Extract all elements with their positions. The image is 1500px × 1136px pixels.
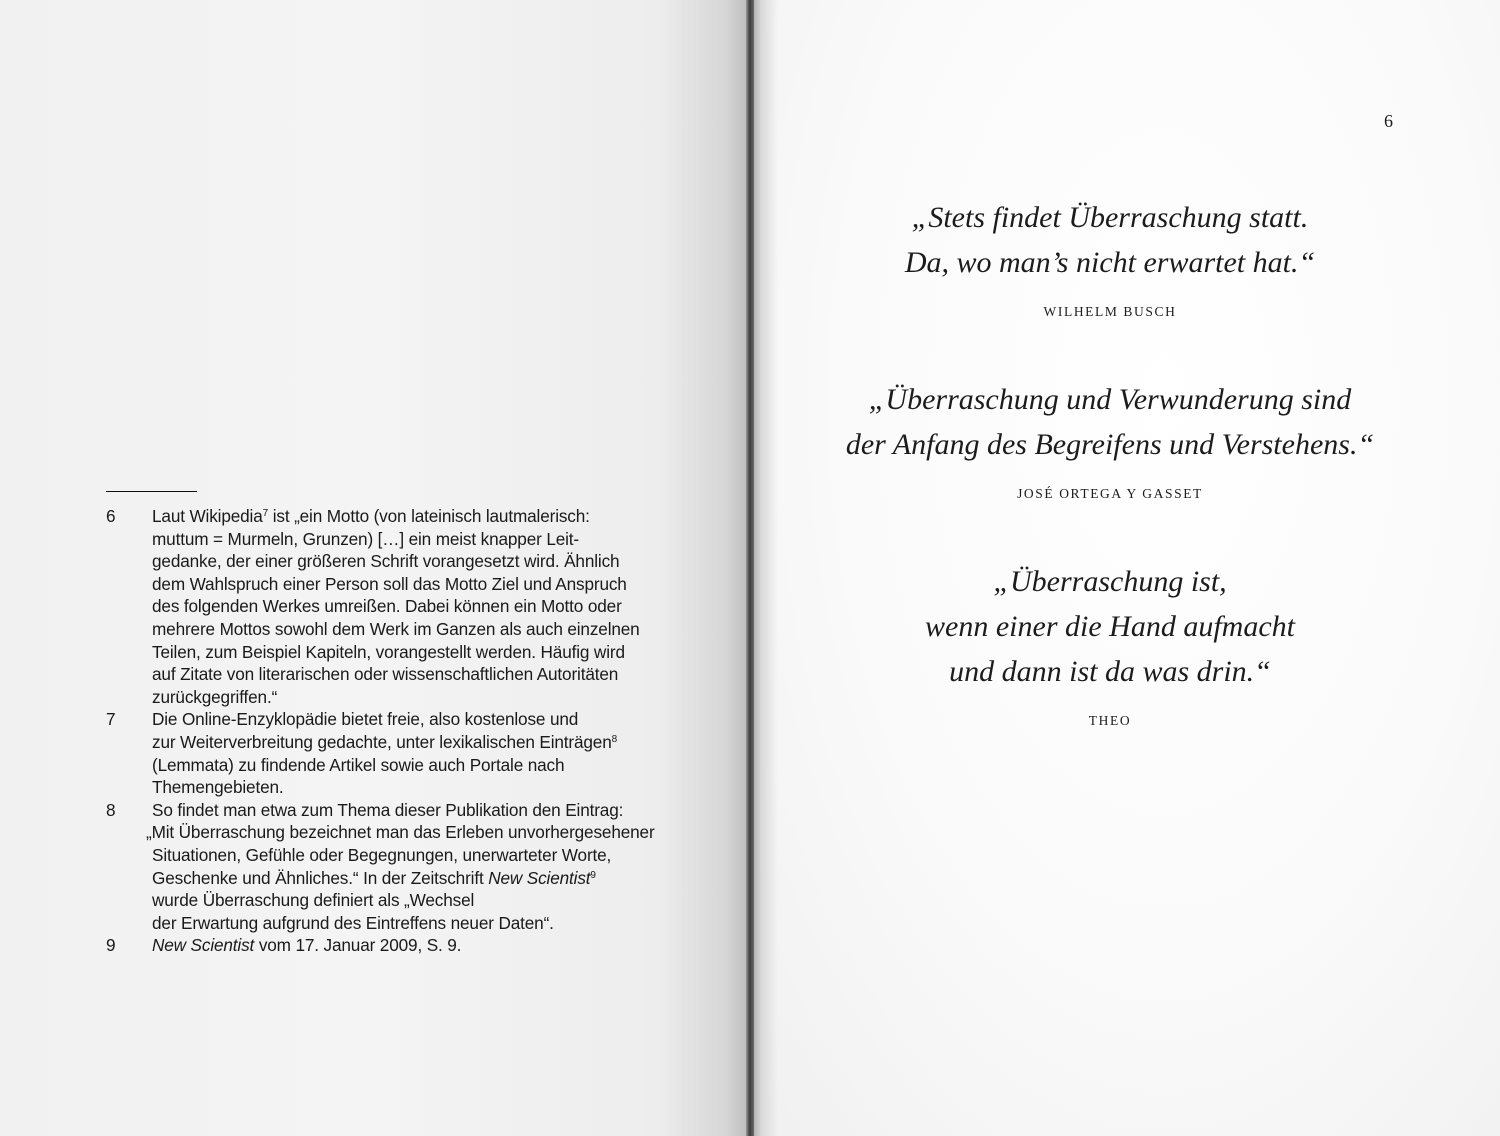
footnote-number: 7 [106, 709, 116, 730]
footnote-line: „Mit Überraschung bezeichnet man das Erleben unvorhergesehener [146, 822, 655, 843]
footnote-line: zur Weiterverbreitung gedachte, unter lexikalischen Einträgen$^8$ [152, 731, 618, 752]
footnote-line: der Erwartung aufgrund des Eintreffens neuer Daten“. [152, 912, 554, 933]
footnote-line: Geschenke und Ähnliches.“ In der Zeitschrift New Scientist$^9$ [152, 867, 596, 888]
quote-ortega [752, 377, 1468, 467]
footnote-line: Situationen, Gefühle oder Begegnungen, unerwarteter Worte, [152, 844, 612, 865]
footnote-line: wurde Überraschung definiert als „Wechsel [152, 890, 475, 911]
quote-line: Da, wo man’s nicht erwartet hat.“ [904, 246, 1316, 279]
footnote-line: Teilen, zum Beispiel Kapiteln, vorangestellt werden. Häufig wird [152, 641, 625, 662]
footnote-line: des folgenden Werkes umreißen. Dabei können ein Motto oder [152, 596, 622, 617]
footnotes [106, 505, 706, 957]
footnote-line: mehrere Mottos sowohl dem Werk im Ganzen als auch einzelnen [152, 618, 640, 639]
page-number: 6 [1384, 111, 1393, 131]
quote-line: „Stets findet Überraschung statt. [911, 201, 1309, 234]
footnote-6 [106, 505, 706, 708]
publication-title: New Scientist [152, 935, 255, 956]
footnote-number: 8 [106, 799, 116, 820]
quote-line: wenn einer die Hand aufmacht [925, 610, 1295, 643]
footnote-rule [106, 491, 197, 492]
footnote-line: muttum = Murmeln, Grunzen) […] ein meist knapper Leit- [152, 528, 580, 549]
footnote-line: So findet man etwa zum Thema dieser Publikation den Eintrag: [152, 799, 624, 820]
quote-line: „Überraschung und Verwunderung sind [868, 383, 1352, 416]
quote-line: „Überraschung ist, [993, 565, 1227, 598]
footnote-9 [106, 934, 706, 957]
quote-line: der Anfang des Begreifens und Verstehens.“ [845, 428, 1375, 461]
quote-line: und dann ist da was drin.“ [949, 655, 1271, 688]
quote-busch [752, 195, 1468, 285]
footnote-line: New Scientist vom 17. Januar 2009, S. 9. [152, 935, 462, 956]
footnote-line: zurückgegriffen.“ [152, 686, 278, 707]
footnote-line: Themengebieten. [152, 777, 284, 798]
footnote-ref: 7 [262, 508, 269, 519]
footnote-number: 6 [106, 506, 116, 526]
footnote-line: auf Zitate von literarischen oder wissenschaftlichen Autoritäten [152, 664, 619, 685]
quote-author: JOSÉ ORTEGA Y GASSET [1017, 486, 1203, 501]
footnote-line: gedanke, der einer größeren Schrift vorangesetzt wird. Ähnlich [152, 551, 620, 572]
footnote-8 [106, 799, 706, 935]
publication-title: New Scientist [488, 867, 591, 888]
quote-author: THEO [1088, 713, 1132, 728]
quote-author: WILHELM BUSCH [1043, 304, 1177, 319]
footnote-number: 9 [106, 935, 116, 956]
quote-theo [752, 559, 1468, 694]
footnote-ref: 9 [590, 869, 596, 881]
footnote-line: dem Wahlspruch einer Person soll das Motto Ziel und Anspruch [152, 573, 627, 594]
footnote-line: Die Online-Enzyklopädie bietet freie, also kostenlose und [152, 709, 579, 730]
footnote-line: (Lemmata) zu findende Artikel sowie auch Portale nach [152, 754, 565, 775]
footnote-line: Laut Wikipedia$^7$ ist „ein Motto (von lateinisch lautmalerisch: [152, 506, 590, 526]
footnote-ref: 8 [611, 733, 618, 745]
footnote-7 [106, 708, 706, 798]
